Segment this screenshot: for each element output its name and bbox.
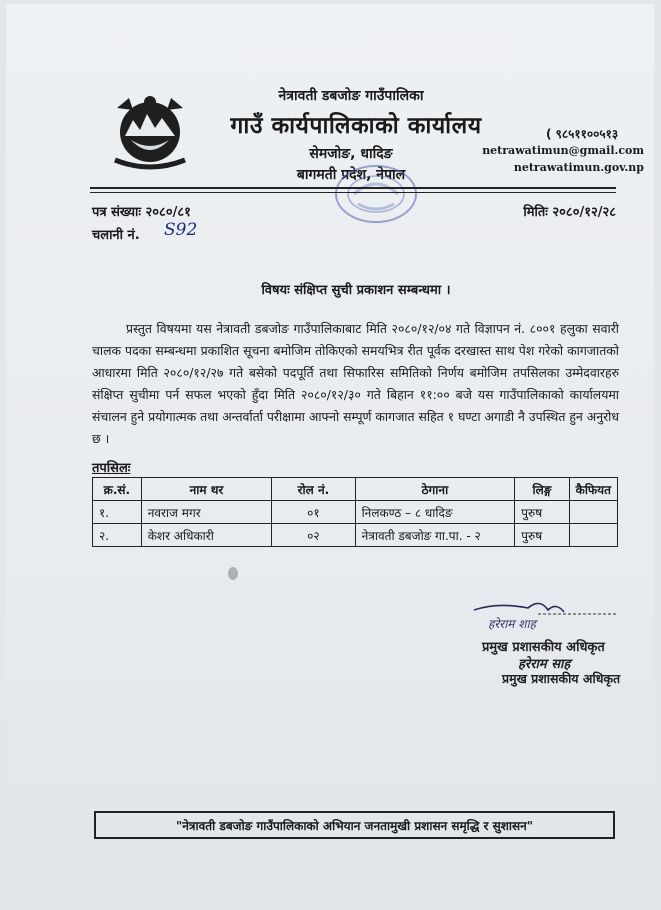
cell-address: निलकण्ठ – ८ धादिङ — [355, 501, 515, 524]
details-heading: तपसिलः — [92, 461, 131, 476]
col-gender: लिङ्ग — [515, 478, 569, 501]
header-rule-thin — [90, 192, 616, 193]
cell-name: नवराज मगर — [141, 501, 272, 524]
slogan-box — [94, 811, 615, 839]
cell-gender: पुरुष — [515, 524, 569, 547]
candidate-table — [92, 477, 618, 547]
dispatch-number-handwritten: S92 — [164, 220, 198, 240]
cell-roll: ०२ — [272, 524, 355, 547]
signer-title-stamp: प्रमुख प्रशासकीय अधिकृत — [502, 671, 621, 686]
cell-gender: पुरुष — [515, 501, 569, 524]
cell-remarks — [569, 501, 617, 524]
cell-remarks — [569, 524, 617, 547]
scan-dust-mark — [228, 567, 238, 580]
signer-name-script: हरेराम शाह — [488, 617, 536, 631]
cell-address: नेत्रावती डबजोङ गा.पा. - २ — [355, 524, 515, 547]
office-seal-stamp-icon — [324, 164, 422, 226]
signer-title: प्रमुख प्रशासकीय अधिकृत — [482, 640, 605, 655]
col-name: नाम थर — [141, 478, 272, 501]
address-line2: बागमती प्रदेश, नेपाल — [296, 167, 406, 183]
col-remarks: कैफियत — [569, 478, 617, 501]
municipality-name: नेत्रावती डबजोङ गाउँपालिका — [278, 88, 424, 104]
col-roll: रोल नं. — [272, 478, 355, 501]
cell-roll: ०१ — [272, 501, 355, 524]
nepal-government-emblem-icon — [109, 90, 191, 170]
website-address: netrawatimun.gov.np — [513, 161, 644, 174]
cell-name: केशर अधिकारी — [141, 524, 272, 547]
col-address: ठेगाना — [355, 478, 515, 501]
header-rule-thick — [90, 187, 616, 189]
col-serial: क्र.सं. — [93, 478, 142, 501]
dispatch-label: चलानी नं. — [92, 228, 140, 243]
letter-page — [6, 4, 654, 904]
address-line1: सेमजोङ, धादिङ — [309, 146, 393, 162]
letter-body: प्रस्तुत विषयमा यस नेत्रावती डबजोङ गाउँपालिकाबाट मिति २०८०/१२/०४ गते विज्ञापन नं. ८००१ हलुका सवारी चालक पदका सम्बन्धमा प्रकाशित सूचना बमोजिम तोकिएको समयभित्र रीत पूर्वक दरखास्त साथ पेश गरेको कागजातको आधारमा मिति २०८०/१२/२७ गते बसेको पदपूर्ति तथा सिफारिस समितिको निर्णय बमोजिम तपसिलका उम्मेदवारहरु संक्षिप्त सुचीमा पर्न सफल भएको हुँदा मिति २०८०/१२/३० गते बिहान ११:०० बजे यस गाउँपालिकाको कार्यालयमा संचालन हुने प्रयोगात्मक तथा अन्तर्वार्ता परीक्षामा आफ्नो सम्पूर्ण कागजात सहित १ घण्टा अगाडी नै उपस्थित हुन अनुरोध छ । — [92, 321, 619, 446]
cell-serial: २. — [93, 524, 142, 547]
cell-serial: १. — [93, 501, 142, 524]
office-title: गाउँ कार्यपालिकाको कार्यालय — [230, 113, 482, 139]
table-row — [93, 524, 618, 547]
footer-slogan: "नेत्रावती डबजोङ गाउँपालिकाको अभियान जनतामुखी प्रशासन समृद्धि र सुशासन" — [175, 819, 534, 833]
letter-date: मितिः २०८०/१२/२८ — [523, 205, 616, 220]
reference-number: पत्र संख्याः २०८०/८१ — [92, 205, 191, 220]
signer-name: हरेराम साह — [518, 657, 571, 672]
phone-number: ( ९८५११००५१३ — [546, 127, 619, 141]
table-row — [93, 501, 618, 524]
subject-line: विषयः संक्षिप्त सुची प्रकाशन सम्बन्धमा । — [261, 283, 451, 298]
table-header-row — [93, 478, 618, 501]
email-address: netrawatimun@gmail.com — [482, 144, 644, 157]
